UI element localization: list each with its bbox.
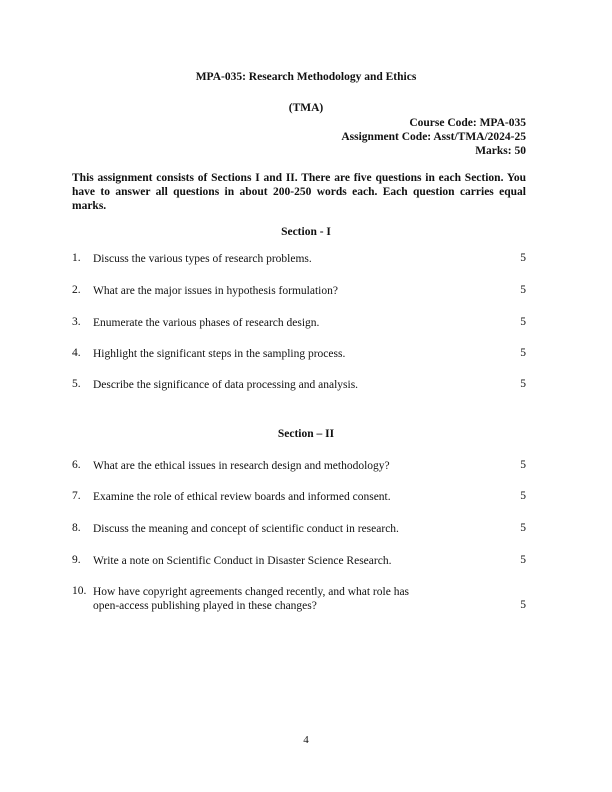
- document-title: MPA-035: Research Methodology and Ethics: [195, 71, 417, 83]
- course-code: Course Code: MPA-035: [409, 117, 526, 129]
- question-number: 5.: [72, 378, 81, 390]
- question-marks: 5: [520, 316, 526, 328]
- question-text-line-2: open-access publishing played in these changes?: [93, 600, 317, 612]
- section-2-heading: Section – II: [277, 428, 335, 440]
- question-number: 9.: [72, 554, 81, 566]
- question-number: 1.: [72, 252, 81, 264]
- page-number: 4: [303, 734, 309, 746]
- question-text-line-1: How have copyright agreements changed recently, and what role has: [93, 586, 410, 598]
- question-number: 2.: [72, 284, 81, 296]
- question-number: 4.: [72, 347, 81, 359]
- question-text: Describe the significance of data processing and analysis.: [93, 379, 359, 391]
- question-text: Highlight the significant steps in the sampling process.: [93, 348, 346, 360]
- question-marks: 5: [520, 378, 526, 390]
- assignment-instructions: This assignment consists of Sections I and II. There are five questions in each Section. You have to answer all questions in about 200-250 words each. Each question carries equal marks.: [72, 172, 526, 212]
- question-number: 8.: [72, 522, 81, 534]
- question-marks: 5: [520, 599, 526, 611]
- question-number: 7.: [72, 490, 81, 502]
- question-text: What are the major issues in hypothesis formulation?: [93, 285, 338, 297]
- section-1-heading: Section - I: [281, 226, 331, 238]
- question-marks: 5: [520, 252, 526, 264]
- question-number: 3.: [72, 316, 81, 328]
- question-text: Examine the role of ethical review boards and informed consent.: [93, 491, 391, 503]
- question-number: 10.: [72, 585, 87, 597]
- question-text: Discuss the various types of research problems.: [93, 253, 312, 265]
- question-marks: 5: [520, 522, 526, 534]
- marks-total: Marks: 50: [475, 145, 526, 157]
- question-marks: 5: [520, 459, 526, 471]
- question-marks: 5: [520, 490, 526, 502]
- question-text: Discuss the meaning and concept of scientific conduct in research.: [93, 523, 399, 535]
- question-number: 6.: [72, 459, 81, 471]
- question-marks: 5: [520, 284, 526, 296]
- question-text: Enumerate the various phases of research design.: [93, 317, 320, 329]
- tma-label: (TMA): [288, 102, 324, 114]
- question-marks: 5: [520, 347, 526, 359]
- question-text: What are the ethical issues in research design and methodology?: [93, 460, 390, 472]
- assignment-code: Assignment Code: Asst/TMA/2024-25: [341, 131, 526, 143]
- question-marks: 5: [520, 554, 526, 566]
- question-text: Write a note on Scientific Conduct in Disaster Science Research.: [93, 555, 392, 567]
